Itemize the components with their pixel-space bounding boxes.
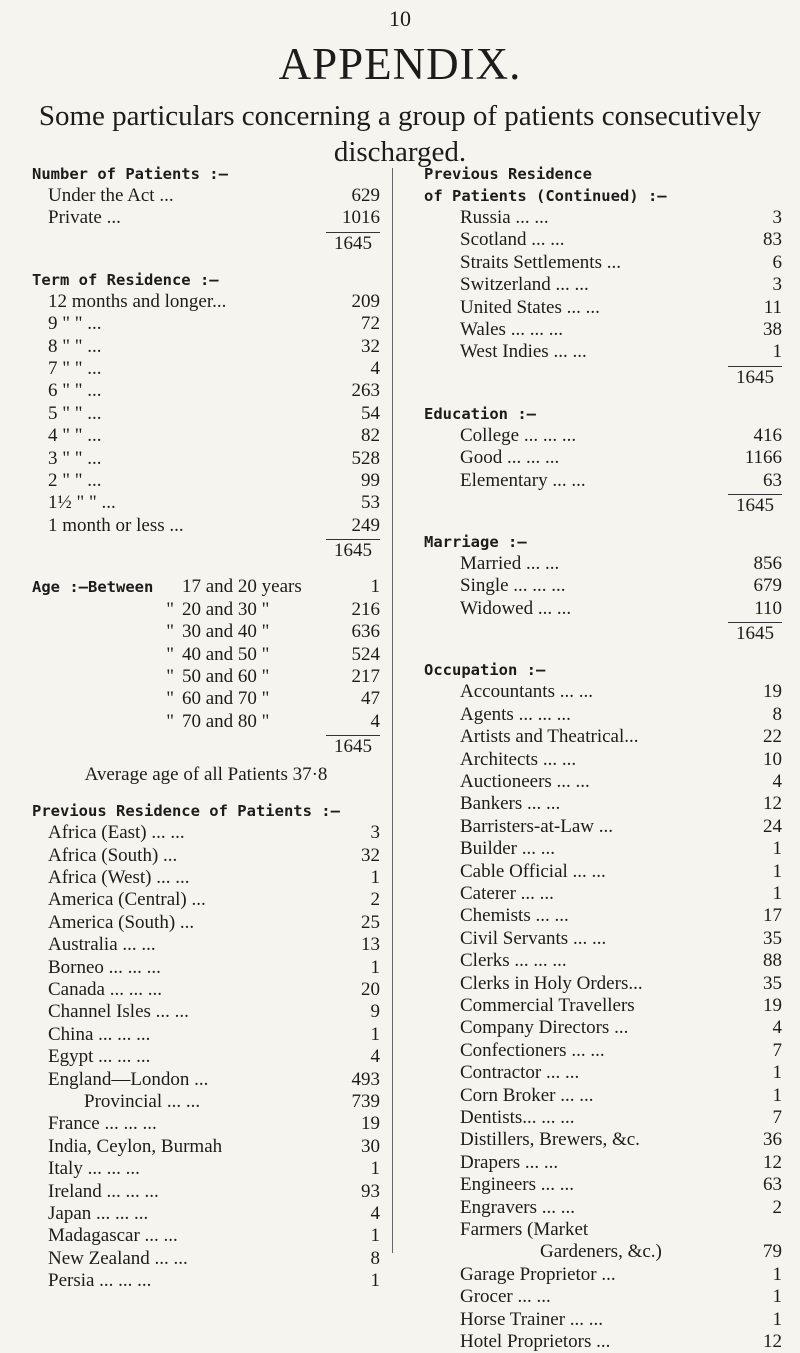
- age-range: 30 and 40 ": [182, 621, 270, 643]
- table-row: [404, 1264, 782, 1286]
- row-value: 1: [370, 576, 380, 598]
- row-label: Provincial ... ...: [84, 1091, 201, 1112]
- row-label: Channel Isles ... ...: [48, 1001, 189, 1023]
- row-label: 1½ " " ...: [48, 492, 116, 514]
- section-heading: Age :—Between: [32, 578, 154, 597]
- row-value: 32: [361, 844, 380, 866]
- table-row: [404, 1241, 782, 1263]
- age-range: 20 and 30 ": [182, 598, 270, 620]
- row-label: 6 " " ...: [48, 380, 102, 402]
- row-label: Caterer ... ...: [460, 882, 554, 904]
- row-label: Contractor ... ...: [460, 1062, 580, 1084]
- row-label: Italy ... ... ...: [48, 1158, 140, 1180]
- row-label: America (Central) ...: [48, 889, 206, 911]
- row-value: 36: [763, 1129, 782, 1151]
- table-row: [404, 1129, 782, 1151]
- table-row: [404, 1085, 782, 1107]
- table-row: [32, 403, 380, 425]
- row-value: 47: [361, 688, 380, 710]
- row-value: 636: [351, 621, 380, 643]
- row-value: 1016: [342, 207, 380, 229]
- row-value: 7: [772, 1039, 782, 1061]
- row-value: 7: [772, 1107, 782, 1128]
- age-range: 50 and 60 ": [182, 665, 270, 687]
- table-row: [32, 1248, 380, 1270]
- row-value: 528: [351, 447, 380, 469]
- table-row: [32, 822, 380, 844]
- number-of-patients-section: [32, 163, 380, 255]
- table-row: [404, 928, 782, 950]
- table-row: [32, 207, 380, 229]
- row-value: 4: [772, 770, 782, 792]
- education-section: [404, 403, 782, 517]
- table-row: [32, 889, 380, 911]
- row-value: 93: [361, 1180, 380, 1202]
- row-label: China ... ... ...: [48, 1023, 151, 1045]
- column-divider: [392, 168, 393, 1253]
- row-label: Engineers ... ...: [460, 1174, 574, 1196]
- row-label: Cable Official ... ...: [460, 860, 606, 882]
- row-label: Clerks ... ... ...: [460, 950, 567, 972]
- row-value: 63: [763, 469, 782, 491]
- row-value: 1: [370, 1225, 380, 1247]
- row-label: 3 " " ...: [48, 447, 102, 469]
- table-row: [32, 621, 380, 643]
- row-value: 8: [772, 703, 782, 725]
- table-row: [32, 845, 380, 867]
- age-range: 17 and 20 years: [182, 576, 302, 598]
- ditto-mark: ": [166, 710, 174, 732]
- row-value: 1: [370, 1270, 380, 1292]
- row-label: 8 " " ...: [48, 335, 102, 357]
- row-label: Corn Broker ... ...: [460, 1084, 594, 1106]
- table-row: [32, 425, 380, 447]
- row-label: Barristers-at-Law ...: [460, 815, 613, 837]
- row-value: 629: [351, 185, 380, 206]
- ditto-mark: ": [166, 621, 174, 643]
- table-row: [404, 274, 782, 296]
- row-label: 7 " " ...: [48, 358, 102, 380]
- table-row: [32, 336, 380, 358]
- row-value: 35: [763, 972, 782, 994]
- row-value: 63: [763, 1174, 782, 1196]
- row-label: 2 " " ...: [48, 470, 102, 492]
- row-value: 19: [763, 994, 782, 1016]
- row-value: 739: [351, 1091, 380, 1112]
- row-value: 88: [763, 950, 782, 972]
- table-row: [32, 358, 380, 380]
- row-value: 99: [361, 470, 380, 492]
- table-row: [404, 816, 782, 838]
- section-total: 1645: [326, 735, 380, 758]
- table-row: [32, 1046, 380, 1068]
- term-of-residence-section: [32, 269, 380, 562]
- row-label: Africa (East) ... ...: [48, 822, 185, 844]
- table-row: [32, 448, 380, 470]
- row-label: Under the Act ...: [48, 185, 174, 206]
- row-label: Distillers, Brewers, &c.: [460, 1129, 640, 1151]
- table-row: [404, 995, 782, 1017]
- section-total: 1645: [326, 539, 380, 562]
- row-label: Dentists... ... ...: [460, 1107, 575, 1128]
- row-value: [748, 1219, 782, 1241]
- table-row: [404, 771, 782, 793]
- row-value: 209: [351, 290, 380, 312]
- row-value: 416: [753, 424, 782, 446]
- row-label: College ... ... ...: [460, 424, 577, 446]
- row-label: West Indies ... ...: [460, 341, 587, 363]
- row-value: 1: [772, 1062, 782, 1084]
- row-label: Commercial Travellers: [460, 994, 635, 1016]
- ditto-mark: ": [166, 665, 174, 687]
- row-label: Scotland ... ...: [460, 229, 565, 251]
- section-heading: Marriage :—: [424, 533, 527, 552]
- row-value: 2: [772, 1196, 782, 1218]
- row-value: 9: [370, 1001, 380, 1023]
- table-row: [32, 380, 380, 402]
- row-value: 8: [370, 1247, 380, 1269]
- row-value: 1: [772, 341, 782, 363]
- age-range: 70 and 80 ": [182, 710, 270, 732]
- row-value: 217: [351, 665, 380, 687]
- row-value: 30: [361, 1135, 380, 1157]
- row-value: 4: [772, 1017, 782, 1039]
- row-label: Elementary ... ...: [460, 469, 586, 491]
- row-value: 1166: [744, 447, 782, 469]
- row-label: Artists and Theatrical...: [460, 726, 639, 748]
- row-label: 12 months and longer...: [48, 290, 227, 312]
- table-row: [404, 575, 782, 597]
- page-number: 10: [389, 6, 411, 31]
- table-row: [404, 297, 782, 319]
- row-value: 11: [763, 296, 782, 318]
- table-row: [32, 1136, 380, 1158]
- row-label: 5 " " ...: [48, 402, 102, 424]
- table-row: [404, 341, 782, 363]
- left-column: [32, 163, 380, 1293]
- row-value: 1: [772, 1263, 782, 1285]
- row-label: India, Ceylon, Burmah: [48, 1135, 223, 1157]
- row-value: 35: [763, 927, 782, 949]
- table-row: [404, 749, 782, 771]
- row-value: 72: [361, 313, 380, 335]
- row-value: 38: [763, 319, 782, 341]
- row-label: Grocer ... ...: [460, 1286, 551, 1308]
- row-value: 13: [361, 934, 380, 956]
- section-heading: Occupation :—: [424, 661, 546, 680]
- table-row: [32, 957, 380, 979]
- table-row: [404, 229, 782, 251]
- table-row: [404, 1062, 782, 1084]
- row-value: 54: [361, 402, 380, 424]
- row-list: [32, 291, 380, 537]
- table-row: [404, 681, 782, 703]
- row-label: Canada ... ... ...: [48, 978, 162, 1000]
- row-label: Engravers ... ...: [460, 1196, 576, 1218]
- table-row: [32, 666, 380, 688]
- row-value: 110: [754, 597, 782, 619]
- section-heading: Previous Residence of Patients :—: [32, 802, 340, 821]
- section-total: 1645: [728, 494, 782, 517]
- table-row: [404, 1017, 782, 1039]
- row-label: Russia ... ...: [460, 207, 549, 228]
- row-label: Madagascar ... ...: [48, 1225, 178, 1247]
- table-row: [32, 711, 380, 733]
- section-total: 1645: [326, 232, 380, 255]
- row-label: Switzerland ... ...: [460, 274, 589, 296]
- row-value: 53: [361, 492, 380, 514]
- row-value: 83: [763, 229, 782, 251]
- table-row: [404, 704, 782, 726]
- row-label: Private ...: [48, 207, 121, 229]
- section-heading: Previous Residence: [424, 165, 592, 183]
- table-row: [32, 291, 380, 313]
- row-value: 1: [772, 882, 782, 904]
- table-row: [404, 726, 782, 748]
- table-row: [404, 861, 782, 883]
- row-value: 25: [361, 911, 380, 933]
- ditto-mark: ": [166, 598, 174, 620]
- average-age: Average age of all Patients 37·8: [84, 764, 328, 786]
- row-label: Japan ... ... ...: [48, 1203, 149, 1225]
- table-row: [32, 1113, 380, 1135]
- row-value: 24: [763, 815, 782, 837]
- table-row: [32, 912, 380, 934]
- row-value: 1: [370, 866, 380, 888]
- table-row: [404, 883, 782, 905]
- table-row: [404, 793, 782, 815]
- row-label: America (South) ...: [48, 911, 195, 933]
- row-value: 249: [351, 514, 380, 536]
- row-label: Widowed ... ...: [460, 597, 572, 619]
- section-total: 1645: [728, 622, 782, 645]
- table-row: [404, 425, 782, 447]
- occupation-section: [404, 659, 782, 1353]
- row-value: 524: [351, 643, 380, 665]
- row-value: 6: [772, 251, 782, 273]
- table-row: [32, 1001, 380, 1023]
- table-row: [404, 1331, 782, 1353]
- section-heading: Education :—: [424, 404, 536, 423]
- row-value: 2: [370, 889, 380, 911]
- row-value: 1: [370, 1158, 380, 1180]
- row-label: Wales ... ... ...: [460, 319, 563, 341]
- row-value: 4: [370, 358, 380, 380]
- table-row: [32, 313, 380, 335]
- row-value: 1: [370, 1023, 380, 1045]
- row-value: 1: [772, 1308, 782, 1330]
- section-total: 1645: [728, 366, 782, 389]
- row-value: 1: [772, 1286, 782, 1308]
- table-row: [32, 1225, 380, 1247]
- previous-residence-section: [32, 800, 380, 1293]
- table-row: [404, 598, 782, 620]
- table-row: [32, 185, 380, 207]
- row-label: Drapers ... ...: [460, 1151, 559, 1173]
- table-row: [404, 470, 782, 492]
- row-label: Auctioneers ... ...: [460, 770, 590, 792]
- table-row: [404, 905, 782, 927]
- row-label: Hotel Proprietors ...: [460, 1331, 611, 1353]
- table-row: [404, 973, 782, 995]
- table-row: [404, 1174, 782, 1196]
- row-value: 4: [370, 1046, 380, 1068]
- table-row: [404, 252, 782, 274]
- row-value: 32: [361, 335, 380, 357]
- row-label: New Zealand ... ...: [48, 1247, 188, 1269]
- table-row: [404, 1286, 782, 1308]
- table-row: [404, 1197, 782, 1219]
- table-row: [404, 1107, 782, 1129]
- row-value: 82: [361, 425, 380, 447]
- row-label: Persia ... ... ...: [48, 1270, 152, 1292]
- table-row: [32, 576, 380, 598]
- section-heading: of Patients (Continued) :—: [424, 187, 667, 205]
- row-label: Agents ... ... ...: [460, 703, 571, 725]
- row-value: 493: [351, 1068, 380, 1090]
- row-label: Accountants ... ...: [460, 681, 593, 703]
- table-row: [404, 1309, 782, 1331]
- page-title: APPENDIX.: [278, 39, 522, 89]
- table-row: [404, 950, 782, 972]
- row-list: [32, 576, 380, 733]
- row-label: Ireland ... ... ...: [48, 1180, 159, 1202]
- table-row: [404, 1040, 782, 1062]
- row-list: [404, 553, 782, 620]
- row-value: 1: [370, 956, 380, 978]
- row-label: United States ... ...: [460, 296, 600, 318]
- row-label: Garage Proprietor ...: [460, 1263, 616, 1285]
- row-label: Straits Settlements ...: [460, 251, 621, 273]
- age-range: 60 and 70 ": [182, 688, 270, 710]
- right-column: [404, 163, 782, 1353]
- table-row: [32, 599, 380, 621]
- table-row: [32, 644, 380, 666]
- row-list: [404, 425, 782, 492]
- table-row: [32, 1158, 380, 1180]
- age-range: 40 and 50 ": [182, 643, 270, 665]
- table-row: [32, 470, 380, 492]
- ditto-mark: ": [166, 643, 174, 665]
- row-value: 4: [370, 1203, 380, 1225]
- row-label: Farmers (Market: [460, 1219, 589, 1241]
- page-subtitle: Some particulars concerning a group of patients consecutively discharged.: [38, 100, 762, 168]
- row-value: 1: [772, 838, 782, 860]
- row-label: Egypt ... ... ...: [48, 1046, 151, 1068]
- row-value: 1: [772, 1084, 782, 1106]
- table-row: [32, 934, 380, 956]
- row-value: 17: [763, 905, 782, 927]
- section-heading: Term of Residence :—: [32, 270, 219, 289]
- table-row: [32, 1024, 380, 1046]
- row-label: Single ... ... ...: [460, 575, 566, 597]
- row-label: England—London ...: [48, 1068, 209, 1090]
- row-label: Horse Trainer ... ...: [460, 1308, 604, 1330]
- row-label: Chemists ... ...: [460, 905, 569, 927]
- row-value: 12: [763, 1151, 782, 1173]
- row-value: 12: [763, 1331, 782, 1353]
- row-label: 4 " " ...: [48, 425, 102, 447]
- row-list: [404, 681, 782, 1353]
- table-row: [404, 319, 782, 341]
- row-label: Clerks in Holy Orders...: [460, 972, 643, 994]
- table-row: [404, 553, 782, 575]
- row-value: 679: [753, 575, 782, 597]
- row-label: Australia ... ...: [48, 934, 156, 956]
- previous-residence-continued-section: [404, 163, 782, 389]
- row-label: Good ... ... ...: [460, 447, 560, 469]
- table-row: [32, 979, 380, 1001]
- row-value: 216: [351, 598, 380, 620]
- table-row: [32, 515, 380, 537]
- row-value: 3: [772, 207, 782, 228]
- table-row: [32, 1181, 380, 1203]
- row-label: Married ... ...: [460, 553, 560, 575]
- row-label: Civil Servants ... ...: [460, 927, 607, 949]
- table-row: [32, 1270, 380, 1292]
- table-row: [404, 838, 782, 860]
- row-value: 4: [370, 710, 380, 732]
- row-list: [32, 822, 380, 1293]
- row-value: 20: [361, 978, 380, 1000]
- table-row: [32, 1091, 380, 1113]
- row-value: 3: [370, 822, 380, 844]
- row-label: Builder ... ...: [460, 838, 555, 860]
- row-value: 856: [753, 553, 782, 575]
- table-row: [404, 1152, 782, 1174]
- row-label: Confectioners ... ...: [460, 1039, 605, 1061]
- row-label: Company Directors ...: [460, 1017, 629, 1039]
- table-row: [32, 688, 380, 710]
- row-list: [404, 207, 782, 364]
- row-value: 263: [351, 380, 380, 402]
- table-row: [32, 867, 380, 889]
- ditto-mark: ": [166, 688, 174, 710]
- row-label: Africa (South) ...: [48, 844, 178, 866]
- row-value: 12: [763, 793, 782, 815]
- row-value: 19: [763, 681, 782, 703]
- row-label: Gardeners, &c.): [540, 1241, 662, 1263]
- table-row: [32, 492, 380, 514]
- row-value: 1: [772, 860, 782, 882]
- table-row: [404, 207, 782, 229]
- row-label: Africa (West) ... ...: [48, 866, 190, 888]
- marriage-section: [404, 531, 782, 645]
- row-value: 22: [763, 726, 782, 748]
- row-label: Architects ... ...: [460, 748, 577, 770]
- section-heading: Number of Patients :—: [32, 165, 228, 183]
- row-value: 3: [772, 274, 782, 296]
- row-label: 1 month or less ...: [48, 514, 184, 536]
- row-list: [32, 185, 380, 230]
- row-label: Bankers ... ...: [460, 793, 561, 815]
- row-label: Borneo ... ... ...: [48, 956, 161, 978]
- table-row: [404, 1219, 782, 1241]
- table-row: [32, 1203, 380, 1225]
- table-row: [32, 1069, 380, 1091]
- table-row: [404, 447, 782, 469]
- row-value: 19: [361, 1113, 380, 1135]
- row-label: 9 " " ...: [48, 313, 102, 335]
- row-value: 10: [763, 748, 782, 770]
- row-value: 79: [763, 1241, 782, 1263]
- row-label: France ... ... ...: [48, 1113, 157, 1135]
- age-section: [32, 576, 380, 786]
